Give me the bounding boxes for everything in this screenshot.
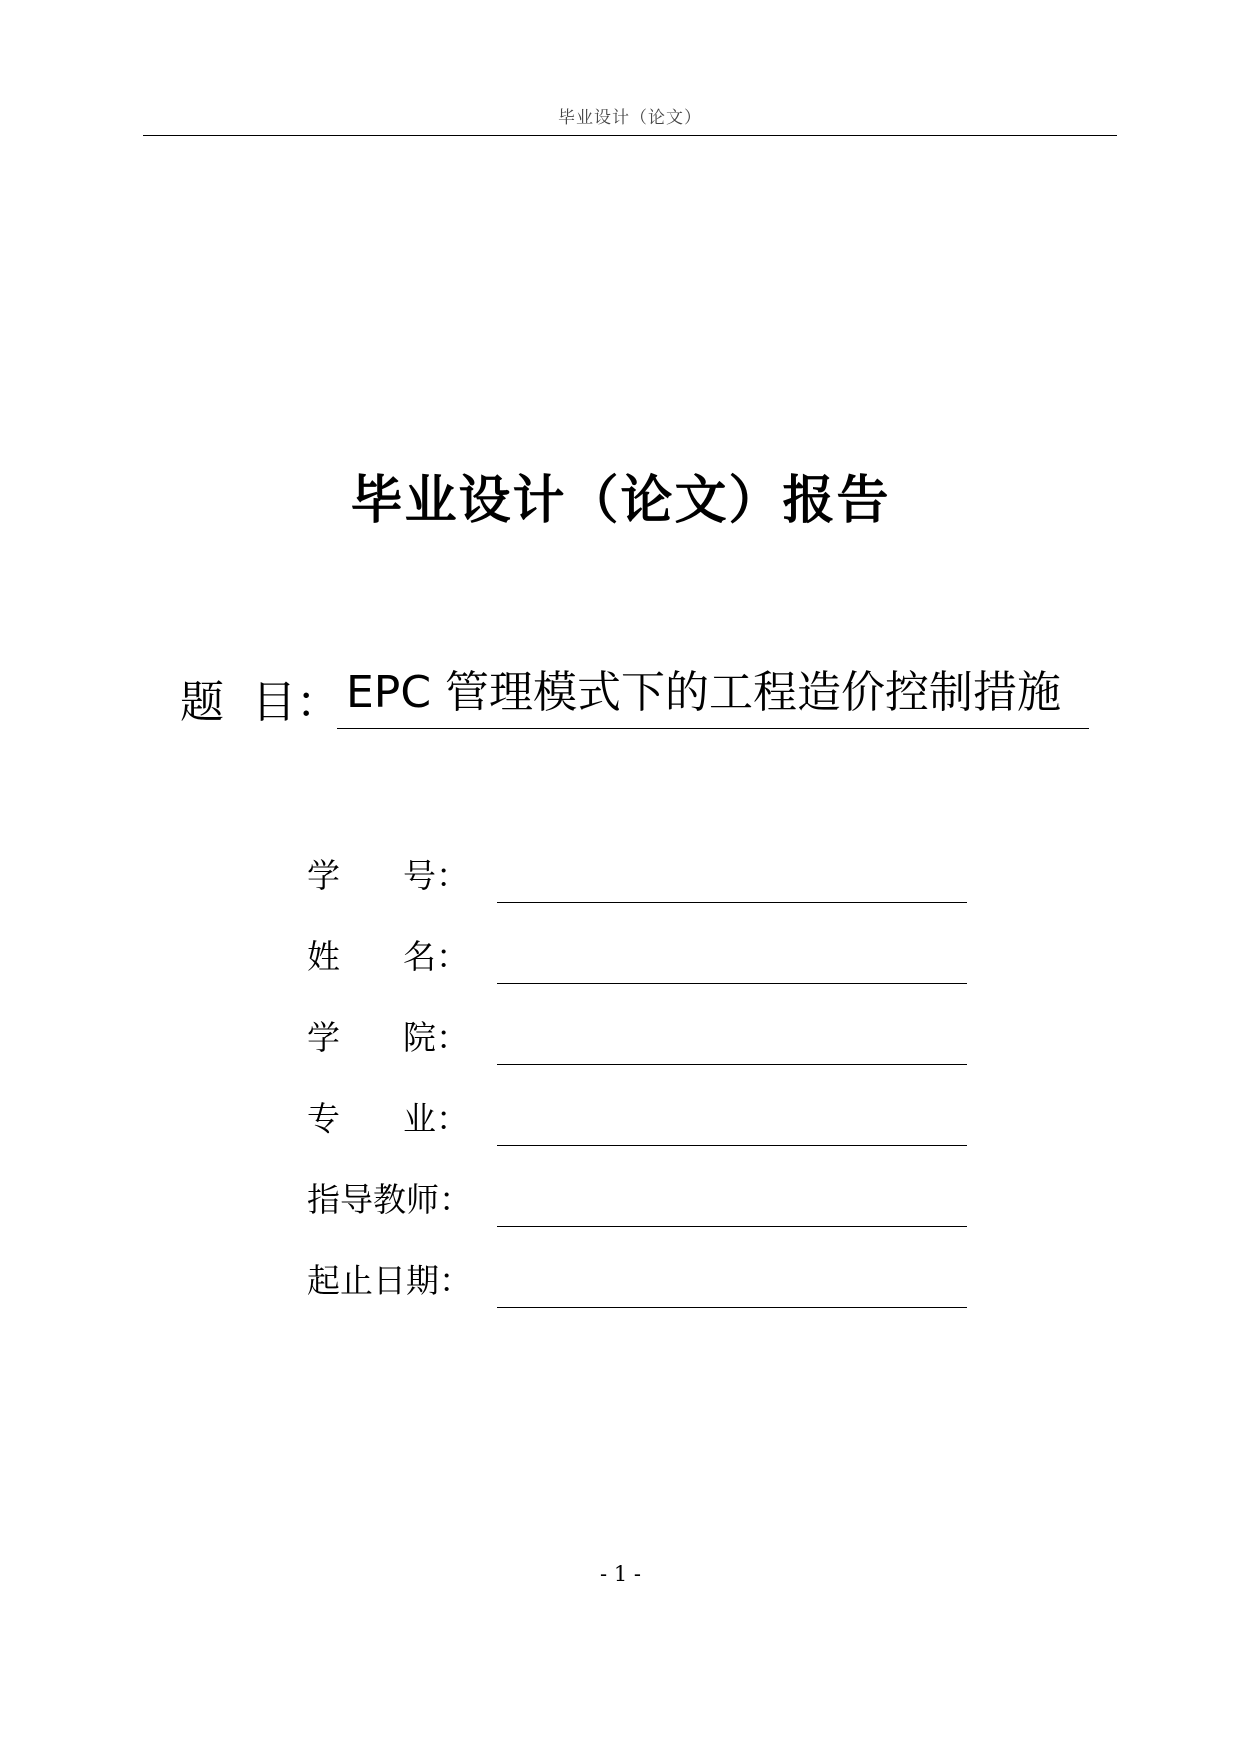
field-underline-name	[497, 983, 967, 984]
cover-title: 毕业设计（论文）报告	[350, 471, 891, 531]
field-row-date-range	[307, 1255, 967, 1315]
running-header: 毕业设计（论文）	[558, 108, 702, 128]
field-row-advisor	[307, 1174, 967, 1234]
header-rule	[143, 135, 1117, 136]
topic-label: 题 目：	[180, 677, 340, 728]
field-label-name: 姓 名：	[307, 937, 469, 976]
field-label-advisor: 指导教师：	[307, 1180, 472, 1219]
field-underline-date-range	[497, 1307, 967, 1308]
field-underline-advisor	[497, 1226, 967, 1227]
topic-underline	[337, 728, 1089, 729]
field-underline-college	[497, 1064, 967, 1065]
topic-value: EPC 管理模式下的工程造价控制措施	[346, 667, 1062, 718]
field-label-date-range: 起止日期：	[307, 1261, 472, 1300]
field-label-college: 学 院：	[307, 1018, 469, 1057]
field-row-college	[307, 1012, 967, 1072]
field-row-student-id	[307, 850, 967, 910]
field-row-name	[307, 931, 967, 991]
page-number: - 1 -	[600, 1562, 641, 1586]
field-underline-student-id	[497, 902, 967, 903]
field-row-major	[307, 1093, 967, 1153]
field-label-major: 专 业：	[307, 1099, 469, 1138]
field-label-student-id: 学 号：	[307, 856, 469, 895]
field-underline-major	[497, 1145, 967, 1146]
